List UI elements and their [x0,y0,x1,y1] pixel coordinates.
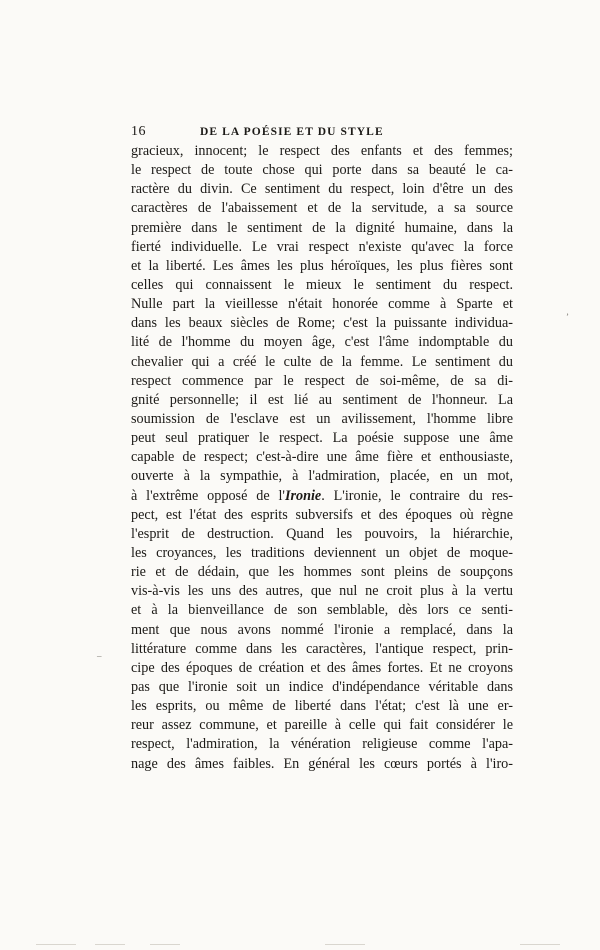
text-line: le respect de toute chose qui porte dans sa beauté le ca- [131,162,513,179]
scan-edge-artifact [150,944,180,945]
text-line: cipe des époques de création et des âmes fortes. Et ne croyons [131,659,513,676]
text-segment: à l'extrême opposé de l' [131,487,285,504]
text-line: dans les beaux siècles de Rome; c'est la puissante individua- [131,315,513,332]
scan-edge-artifact [95,944,125,945]
text-line: première dans le sentiment de la dignité humaine, dans la [131,219,513,236]
italic-word-ironie: Ironie [284,487,322,504]
running-head: DE LA POÉSIE ET DU STYLE [200,126,384,138]
scan-edge-artifact [520,944,560,945]
text-line: et la liberté. Les âmes les plus héroïques, les plus fières sont [131,257,513,274]
text-line: reur assez commune, et pareille à celle qui fait considérer le [131,717,513,734]
text-line: lité de l'homme du moyen âge, c'est l'âme indomptable du [131,334,513,351]
body-text [131,142,513,774]
text-line: nage des âmes faibles. En général les cœurs portés à l'iro- [131,755,513,772]
text-line: vis-à-vis les uns des autres, que nul ne croit plus à la vertu [131,583,513,600]
text-line: capable de respect; c'est-à-dire une âme fière et enthousiaste, [131,449,513,466]
text-line: littérature comme dans les caractères, l'antique respect, prin- [131,640,513,657]
text-line-with-italic [131,487,513,506]
margin-tick-mark: ’ [566,312,569,322]
text-line: gnité personnelle; il est lié au sentiment de l'honneur. La [131,391,513,408]
text-line: ment que nous avons nommé l'ironie a remplacé, dans la [131,621,513,638]
text-line: Nulle part la vieillesse n'était honorée comme à Sparte et [131,296,513,313]
text-line: pect, est l'état des esprits subversifs et des époques où règne [131,506,513,523]
scan-edge-artifact [325,944,365,945]
text-line: soumission de l'esclave est un avilissement, l'homme libre [131,410,513,427]
page-number: 16 [131,124,146,139]
text-line: gracieux, innocent; le respect des enfants et des femmes; [131,143,513,159]
text-line: ractère du divin. Ce sentiment du respect, loin d'être un des [131,181,513,198]
text-line: les croyances, les traditions deviennent un objet de moque- [131,544,513,561]
text-line: les esprits, ou même de liberté dans l'état; c'est là une er- [131,698,513,715]
text-line: rie et de dédain, que les hommes sont pleins de soupçons [131,564,513,581]
margin-dash-mark: – [97,651,102,661]
text-line: ouverte à la sympathie, à l'admiration, placée, en un mot, [131,468,513,485]
text-line: pas que l'ironie soit un indice d'indépendance véritable dans [131,678,513,695]
text-segment: . L'ironie, le contraire du res- [321,487,513,504]
text-line: respect commence par le respect de soi-même, de sa di- [131,372,513,389]
text-line: celles qui connaissent le mieux le sentiment du respect. [131,276,513,293]
text-line: chevalier qui a créé le culte de la femme. Le sentiment du [131,353,513,370]
text-line: fierté individuelle. Le vrai respect n'existe qu'avec la force [131,238,513,255]
text-line: l'esprit de destruction. Quand les pouvoirs, la hiérarchie, [131,525,513,542]
scan-edge-artifact [36,944,76,945]
text-line: respect, l'admiration, la vénération religieuse comme l'apa- [131,736,513,753]
text-line: caractères de l'abaissement et de la servitude, a sa source [131,200,513,217]
text-line: peut seul pratiquer le respect. La poésie suppose une âme [131,430,513,447]
text-line: et à la bienveillance de son semblable, dès lors ce senti- [131,602,513,619]
